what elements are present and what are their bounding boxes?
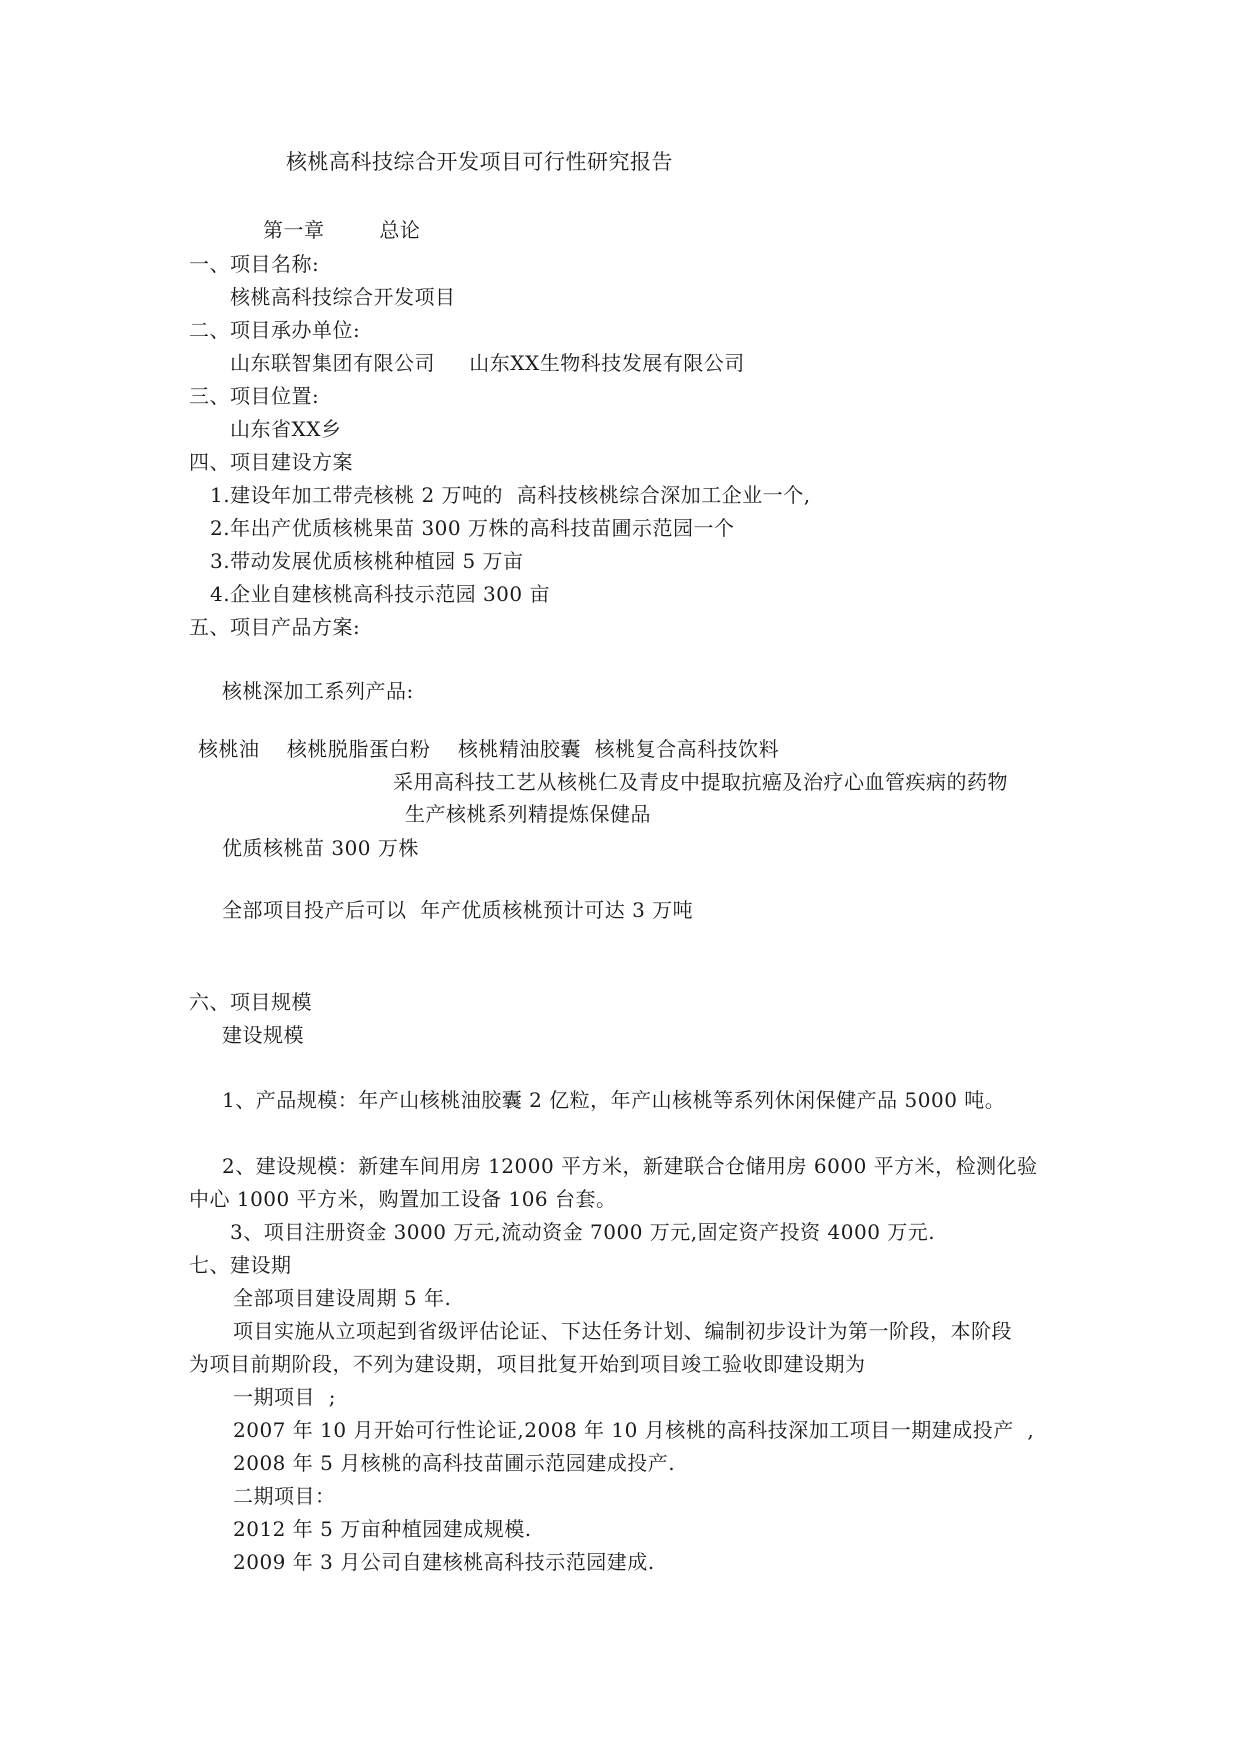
scale-item: 2、建设规模：新建车间用房 12000 平方米，新建联合仓储用房 6000 平方米，检测化验 xyxy=(222,1154,1038,1178)
phase-one-item: 2008 年 5 月核桃的高科技苗圃示范园建成投产. xyxy=(233,1451,676,1475)
tech-process-line: 采用高科技工艺从核桃仁及青皮中提取抗癌及治疗心血管疾病的药物 xyxy=(393,770,1008,794)
construction-plan-item: 1.建设年加工带壳核桃 2 万吨的 高科技核桃综合深加工企业一个, xyxy=(210,483,811,507)
seedlings-line: 优质核桃苗 300 万株 xyxy=(222,836,419,860)
section-heading-location: 三、项目位置: xyxy=(189,384,320,408)
section-heading-scale: 六、项目规模 xyxy=(189,990,312,1014)
construction-plan-item: 4.企业自建核桃高科技示范园 300 亩 xyxy=(210,582,550,606)
phase-two-item: 2009 年 3 月公司自建核桃高科技示范园建成. xyxy=(233,1550,655,1574)
annual-output-line: 全部项目投产后可以 年产优质核桃预计可达 3 万吨 xyxy=(222,898,694,922)
implementation-paragraph: 项目实施从立项起到省级评估论证、下达任务计划、编制初步设计为第一阶段，本阶段 xyxy=(233,1319,1012,1343)
phase-two-item: 2012 年 5 万亩种植园建成规模. xyxy=(233,1517,532,1541)
section-heading-construction-period: 七、建设期 xyxy=(189,1253,292,1277)
section-heading-organizer: 二、项目承办单位: xyxy=(189,318,361,342)
document-title: 核桃高科技综合开发项目可行性研究报告 xyxy=(286,150,673,174)
products-label: 核桃深加工系列产品: xyxy=(222,679,414,703)
construction-plan-item: 3.带动发展优质核桃种植园 5 万亩 xyxy=(210,549,524,573)
location-value: 山东省XX乡 xyxy=(230,417,342,441)
section-heading-project-name: 一、项目名称: xyxy=(189,252,320,276)
scale-item: 1、产品规模：年产山核桃油胶囊 2 亿粒，年产山核桃等系列休闲保健产品 5000 吨。 xyxy=(222,1088,1006,1112)
products-list: 核桃油 核桃脱脂蛋白粉 核桃精油胶囊 核桃复合高科技饮料 xyxy=(198,737,780,761)
scale-item-continued: 中心 1000 平方米，购置加工设备 106 台套。 xyxy=(189,1187,617,1211)
chapter-heading: 第一章 总论 xyxy=(263,218,421,242)
scale-subheading: 建设规模 xyxy=(222,1023,304,1047)
phase-one-item: 2007 年 10 月开始可行性论证,2008 年 10 月核桃的高科技深加工项目一期建成投产 , xyxy=(233,1418,1035,1442)
phase-two-label: 二期项目： xyxy=(233,1484,336,1508)
organizer-value: 山东联智集团有限公司 山东XX生物科技发展有限公司 xyxy=(230,351,745,375)
phase-one-label: 一期项目 ; xyxy=(233,1385,336,1409)
implementation-paragraph-continued: 为项目前期阶段，不列为建设期，项目批复开始到项目竣工验收即建设期为 xyxy=(189,1352,866,1376)
construction-cycle: 全部项目建设周期 5 年. xyxy=(233,1286,452,1310)
section-heading-product-plan: 五、项目产品方案: xyxy=(189,615,361,639)
scale-item: 3、项目注册资金 3000 万元,流动资金 7000 万元,固定资产投资 4000 万元. xyxy=(230,1220,936,1244)
construction-plan-item: 2.年出产优质核桃果苗 300 万株的高科技苗圃示范园一个 xyxy=(210,516,735,540)
tech-process-line: 生产核桃系列精提炼保健品 xyxy=(405,802,651,826)
project-name-value: 核桃高科技综合开发项目 xyxy=(230,285,456,309)
section-heading-construction-plan: 四、项目建设方案 xyxy=(189,450,353,474)
